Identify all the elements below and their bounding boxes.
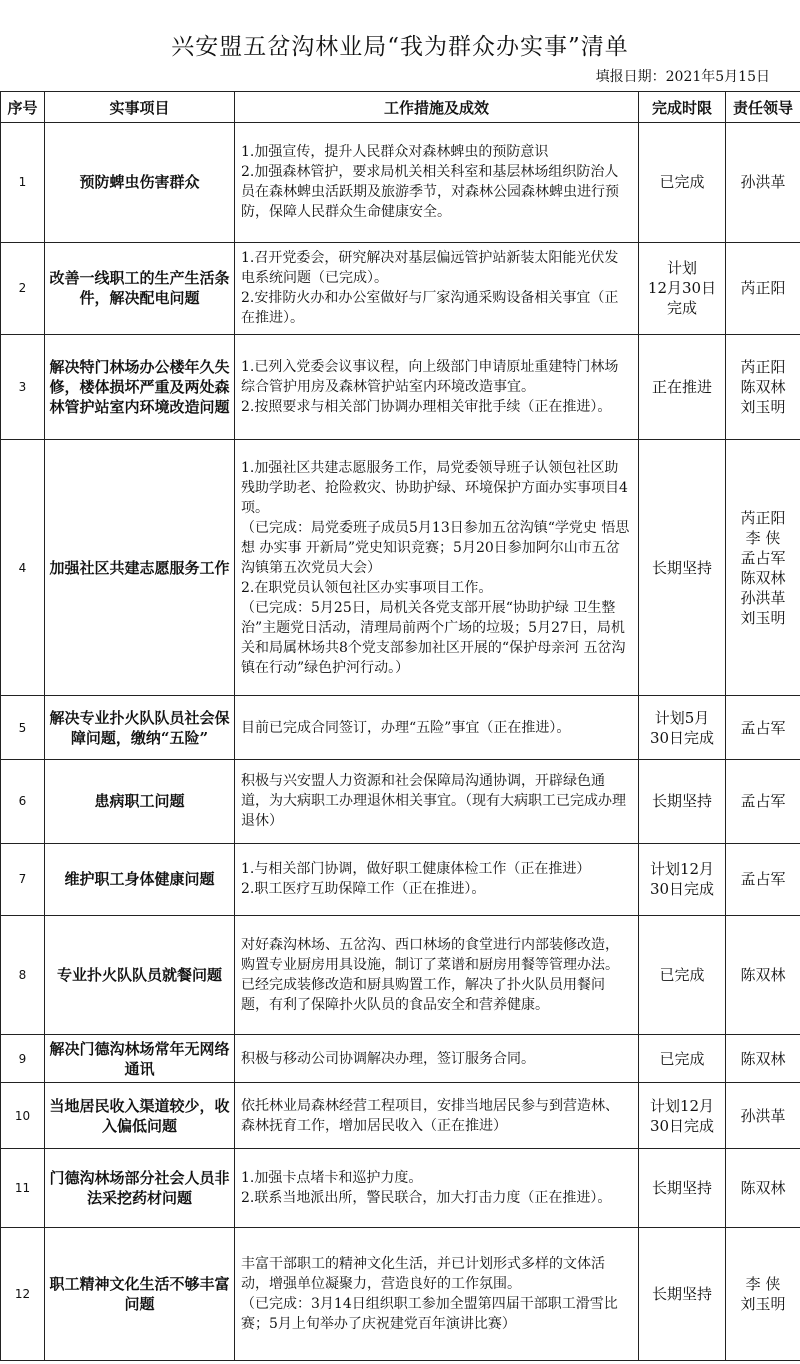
table-row <box>1 440 800 696</box>
table-row <box>1 759 800 843</box>
row-item: 加强社区共建志愿服务工作 <box>45 440 235 696</box>
row-item: 预防蜱虫伤害群众 <box>45 123 235 243</box>
row-deadline: 已完成 <box>639 123 726 243</box>
row-measures: 1.加强宣传，提升人民群众对森林蜱虫的预防意识 2.加强森林管护，要求局机关相关科室和基层林场组织防治人员在森林蜱虫活跃期及旅游季节，对森林公园森林蜱虫进行预防，保障人民群众生命健康安全。 <box>235 123 639 243</box>
row-item: 解决门德沟林场常年无网络通讯 <box>45 1035 235 1083</box>
row-measures: 丰富干部职工的精神文化生活，并已计划形式多样的文体活动，增强单位凝聚力，营造良好的工作氛围。 （已完成：3月14日组织职工参加全盟第四届干部职工滑雪比赛；5月上旬举办了庆祝建党百年演讲比赛） <box>235 1227 639 1360</box>
row-measures: 1.与相关部门协调，做好职工健康体检工作（正在推进） 2.职工医疗互助保障工作（正在推进）。 <box>235 843 639 915</box>
row-num: 8 <box>1 915 45 1035</box>
row-leader: 孟占军 <box>726 843 800 915</box>
row-deadline: 计划5月 30日完成 <box>639 696 726 759</box>
row-measures: 1.加强社区共建志愿服务工作，局党委领导班子认领包社区助残助学助老、抢险救灾、协助护绿、环境保护方面办实事项目4项。 （已完成：局党委班子成员5月13日参加五岔沟镇“学党史 悟思想 办实事 开新局”党史知识竞赛；5月20日参加阿尔山市五岔沟镇第五次党员大会） 2.在职党员认领包社区办实事项目工作。 （已完成：5月25日，局机关各党支部开展“协助护绿 卫生整治”主题党日活动，清理局前两个广场的垃圾；5月27日，局机关和局属林场共8个党支部参加社区开展的“保护母亲河 五岔沟镇在行动”绿色护河行动。） <box>235 440 639 696</box>
row-deadline: 长期坚持 <box>639 440 726 696</box>
row-leader: 芮正阳 陈双林 刘玉明 <box>726 334 800 439</box>
header-deadline: 完成时限 <box>639 92 726 123</box>
row-item: 解决特门林场办公楼年久失修，楼体损坏严重及两处森林管护站室内环境改造问题 <box>45 334 235 439</box>
row-item: 门德沟林场部分社会人员非法采挖药材问题 <box>45 1148 235 1227</box>
row-leader: 孟占军 <box>726 759 800 843</box>
row-measures: 1.已列入党委会议事议程，向上级部门申请原址重建特门林场综合管护用房及森林管护站室内环境改造事宜。 2.按照要求与相关部门协调办理相关审批手续（正在推进）。 <box>235 334 639 439</box>
row-num: 12 <box>1 1227 45 1360</box>
row-item: 改善一线职工的生产生活条件，解决配电问题 <box>45 242 235 334</box>
table-row <box>1 1227 800 1360</box>
row-num: 6 <box>1 759 45 843</box>
table-row <box>1 334 800 439</box>
row-leader: 芮正阳 李 侠 孟占军 陈双林 孙洪革 刘玉明 <box>726 440 800 696</box>
header-leader: 责任领导 <box>726 92 800 123</box>
table-row <box>1 696 800 759</box>
row-num: 1 <box>1 123 45 243</box>
table-header-row <box>1 92 800 123</box>
row-num: 9 <box>1 1035 45 1083</box>
row-deadline: 计划12月 30日完成 <box>639 1083 726 1149</box>
row-leader: 芮正阳 <box>726 242 800 334</box>
row-measures: 1.召开党委会，研究解决对基层偏远管护站新装太阳能光伏发电系统问题（已完成）。 2.安排防火办和办公室做好与厂家沟通采购设备相关事宜（正在推进）。 <box>235 242 639 334</box>
row-leader: 陈双林 <box>726 1035 800 1083</box>
row-num: 4 <box>1 440 45 696</box>
header-item: 实事项目 <box>45 92 235 123</box>
row-deadline: 长期坚持 <box>639 1148 726 1227</box>
row-leader: 孟占军 <box>726 696 800 759</box>
header-num: 序号 <box>1 92 45 123</box>
table-row <box>1 1035 800 1083</box>
row-item: 专业扑火队队员就餐问题 <box>45 915 235 1035</box>
fill-date: 填报日期：2021年5月15日 <box>595 69 770 85</box>
row-deadline: 计划12月 30日完成 <box>639 843 726 915</box>
table-row <box>1 843 800 915</box>
row-item: 解决专业扑火队队员社会保障问题，缴纳“五险” <box>45 696 235 759</box>
row-measures: 积极与移动公司协调解决办理，签订服务合同。 <box>235 1035 639 1083</box>
row-leader: 李 侠 刘玉明 <box>726 1227 800 1360</box>
row-deadline: 已完成 <box>639 915 726 1035</box>
row-deadline: 长期坚持 <box>639 1227 726 1360</box>
table-row <box>1 915 800 1035</box>
table-row <box>1 1083 800 1149</box>
row-measures: 1.加强卡点堵卡和巡护力度。 2.联系当地派出所，警民联合，加大打击力度（正在推进）。 <box>235 1148 639 1227</box>
row-measures: 目前已完成合同签订，办理“五险”事宜（正在推进）。 <box>235 696 639 759</box>
row-measures: 依托林业局森林经营工程项目，安排当地居民参与到营造林、森林抚育工作，增加居民收入（正在推进） <box>235 1083 639 1149</box>
row-num: 2 <box>1 242 45 334</box>
row-item: 患病职工问题 <box>45 759 235 843</box>
row-leader: 陈双林 <box>726 915 800 1035</box>
row-num: 7 <box>1 843 45 915</box>
row-item: 当地居民收入渠道较少，收入偏低问题 <box>45 1083 235 1149</box>
row-item: 职工精神文化生活不够丰富问题 <box>45 1227 235 1360</box>
header-measures: 工作措施及成效 <box>235 92 639 123</box>
table-row <box>1 1148 800 1227</box>
table-row <box>1 123 800 243</box>
row-leader: 孙洪革 <box>726 1083 800 1149</box>
row-leader: 孙洪革 <box>726 123 800 243</box>
page-title: 兴安盟五岔沟林业局“我为群众办实事”清单 <box>171 34 629 60</box>
task-table <box>0 91 800 1361</box>
row-num: 11 <box>1 1148 45 1227</box>
row-measures: 积极与兴安盟人力资源和社会保障局沟通协调，开辟绿色通道，为大病职工办理退休相关事宜。（现有大病职工已完成办理退休） <box>235 759 639 843</box>
row-leader: 陈双林 <box>726 1148 800 1227</box>
row-deadline: 已完成 <box>639 1035 726 1083</box>
row-num: 3 <box>1 334 45 439</box>
row-num: 10 <box>1 1083 45 1149</box>
row-deadline: 计划 12月30日 完成 <box>639 242 726 334</box>
row-item: 维护职工身体健康问题 <box>45 843 235 915</box>
row-deadline: 正在推进 <box>639 334 726 439</box>
row-measures: 对好森沟林场、五岔沟、西口林场的食堂进行内部装修改造，购置专业厨房用具设施，制订了菜谱和厨房用餐等管理办法。已经完成装修改造和厨具购置工作，解决了扑火队员用餐问题，有利了保障扑火队员的食品安全和营养健康。 <box>235 915 639 1035</box>
row-num: 5 <box>1 696 45 759</box>
row-deadline: 长期坚持 <box>639 759 726 843</box>
table-row <box>1 242 800 334</box>
